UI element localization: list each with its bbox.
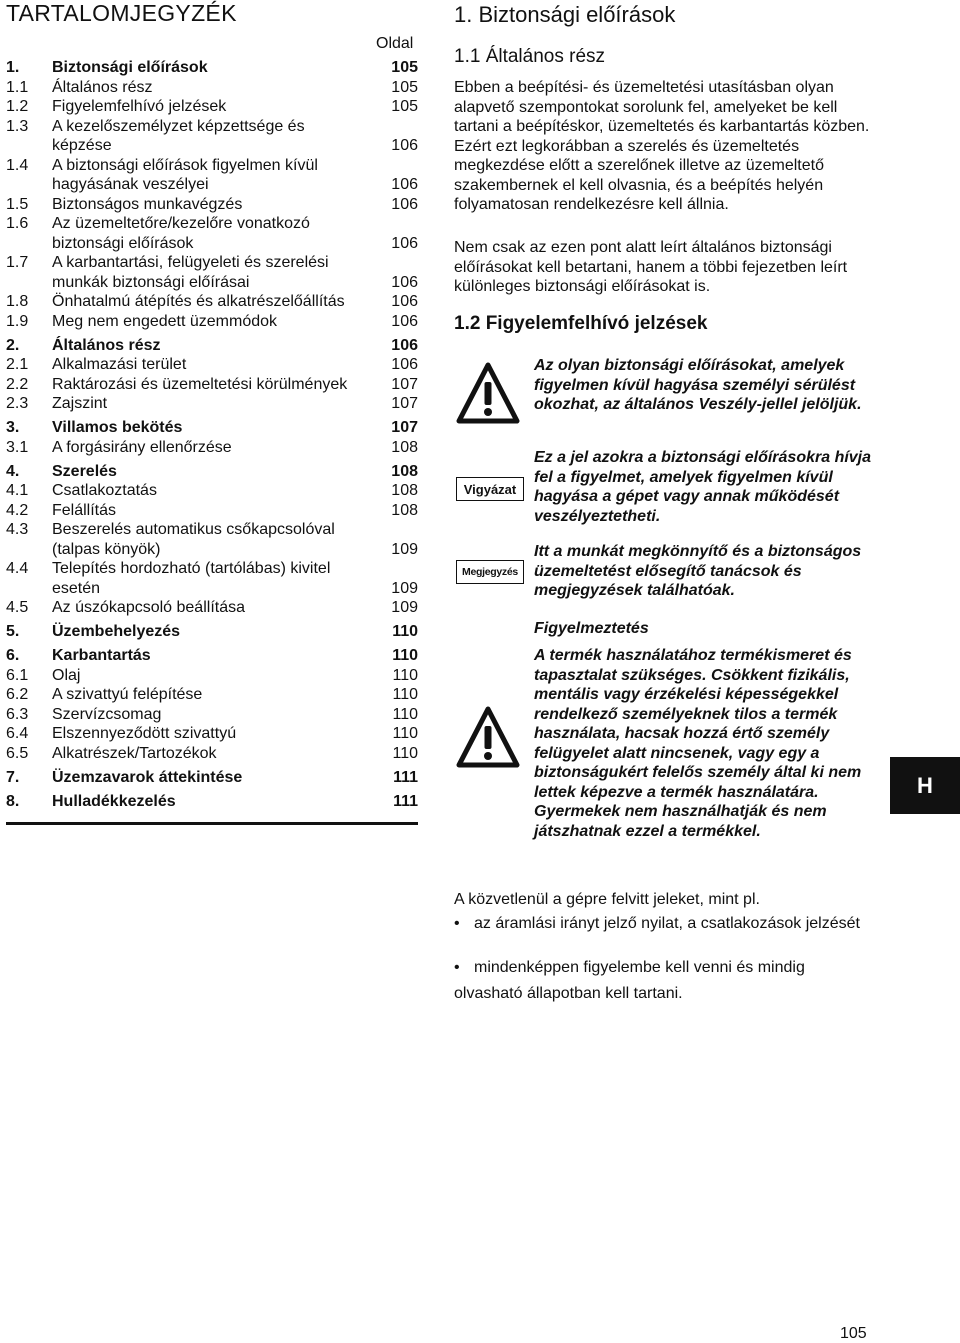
toc-entry [6, 418, 420, 438]
toc-entry-number: 6.2 [6, 686, 29, 703]
toc-entry-number: 1.9 [6, 312, 29, 330]
toc-entry-number: 1.3 [6, 117, 29, 135]
toc-entry-number: 1.8 [6, 293, 29, 310]
toc-entry-number: 2.3 [6, 395, 29, 412]
toc-entry-page: 107 [391, 395, 418, 412]
toc-entry-page: 106 [391, 273, 418, 291]
toc-entry-number: 5. [6, 623, 20, 640]
toc-entry-number: 6.1 [6, 666, 29, 684]
toc-entry-text: Zajszint [52, 395, 108, 412]
toc-entry-number: 1.2 [6, 98, 29, 115]
toc-entry-text: Az úszókapcsoló beállítása [52, 599, 245, 616]
toc-entry [6, 666, 420, 686]
note-label: Megjegyzés [462, 566, 518, 578]
toc-entry-page: 110 [392, 725, 418, 742]
toc-entry-page: 108 [391, 482, 418, 499]
toc-entry-number: 6.5 [6, 744, 29, 762]
toc-entry [6, 724, 420, 744]
toc-entry [6, 646, 420, 666]
toc-entry-page: 109 [391, 599, 418, 616]
warning-heading: Figyelmeztetés [534, 620, 649, 637]
toc-entry [6, 355, 420, 375]
toc-entry-page: 110 [392, 744, 418, 762]
toc-entry-text: Hulladékkezelés [52, 792, 176, 810]
toc-entry-text: esetén [52, 579, 101, 597]
toc-entry [6, 58, 420, 78]
toc-entry-page: 110 [392, 686, 418, 703]
toc-entry [6, 273, 420, 293]
toc-entry-page: 108 [391, 501, 418, 519]
toc-entry-number: 6.3 [6, 705, 29, 723]
toc-entry-page: 106 [391, 234, 418, 252]
toc-entry-text: A szivattyú felépítése [52, 686, 203, 703]
toc-entry-text: Alkalmazási terület [52, 356, 187, 373]
toc-entry [6, 481, 420, 501]
toc-entry-text: A kezelőszemélyzet képzettsége és [52, 117, 305, 135]
toc-entry-text: Telepítés hordozható (tartólábas) kivitel [52, 560, 331, 577]
toc-entry-text: Raktározási és üzemeltetési körülmények [52, 375, 348, 393]
caution-label-box [456, 477, 524, 501]
toc-entry-number: 4.1 [6, 482, 29, 499]
toc-entry [6, 117, 420, 137]
toc-entry-page: 111 [393, 792, 418, 810]
toc-entry-page: 105 [391, 59, 418, 76]
general-warning-icon [456, 706, 520, 768]
toc-entry-text: biztonsági előírások [52, 234, 194, 252]
toc-entry-page: 106 [391, 195, 418, 213]
toc-entry-page: 106 [391, 137, 418, 154]
toc-entry [6, 156, 420, 176]
toc-entry-page: 107 [391, 419, 418, 436]
toc-entry [6, 214, 420, 234]
toc-entry-page: 110 [392, 623, 418, 640]
toc-entry-text: Az üzemeltetőre/kezelőre vonatkozó [52, 215, 310, 232]
toc-entry [6, 394, 420, 414]
bullet-text: mindenképpen figyelembe kell venni és mindig [474, 959, 805, 976]
toc-entry-text: Alkatrészek/Tartozékok [52, 744, 217, 762]
toc-entry [6, 97, 420, 117]
toc-entry-text: Csatlakoztatás [52, 482, 157, 499]
toc-entry [6, 175, 420, 195]
toc-entry [6, 375, 420, 395]
markings-intro: A közvetlenül a gépre felvitt jeleket, mint pl. [454, 891, 760, 908]
caution-label: Vigyázat [463, 481, 517, 497]
toc-entry-page: 111 [393, 768, 418, 786]
toc-entry-text: Beszerelés automatikus csőkapcsolóval [52, 521, 335, 538]
toc-entry-text: Biztonsági előírások [52, 59, 208, 76]
toc-entry-page: 107 [391, 375, 418, 393]
toc-entry-number: 2.1 [6, 356, 29, 373]
toc-entry-number: 3. [6, 419, 20, 436]
toc-entry-number: 4.3 [6, 521, 29, 538]
toc-entry-text: Meg nem engedett üzemmódok [52, 312, 278, 330]
bullet-dot: • [454, 915, 460, 932]
toc-entry-number: 6. [6, 647, 20, 664]
toc-entry-number: 4.4 [6, 560, 29, 577]
toc-entry-page: 105 [391, 98, 418, 115]
toc-entry [6, 312, 420, 332]
language-tab-marker: H [890, 757, 960, 814]
toc-entry [6, 336, 420, 356]
toc-entry-number: 1. [6, 59, 20, 76]
warning-text: A termék használatához termékismeret és tapasztalat szükséges. Csökkent fizikális, mentális vagy érzékelési képességekkel rendelkező személyeknek tilos a termék használata, hacsak hozzá értő személy felügyelet alatt nincsenek, vagy egy a biztonságukért felelős személy által ki nem lettek képezve a termék használatára. Gyermekek nem használhatják és nem játszhatnak ezzel a termékkel. [534, 647, 862, 840]
subsection-heading-general: 1.1 Általános rész [454, 46, 606, 67]
caution-note: Ez a jel azokra a biztonsági előírásokra hívja fel a figyelmet, amelyek figyelmen kívül hagyása a gépet vagy annak működését veszélyeztetheti. [534, 449, 872, 525]
toc-entry-page: 108 [391, 438, 418, 456]
toc-entry [6, 78, 420, 98]
toc-entry-text: Szerelés [52, 462, 117, 480]
section-heading: 1. Biztonsági előírások [454, 2, 676, 27]
toc-entry-text: Önhatalmú átépítés és alkatrészelőállítás [52, 293, 345, 310]
toc-entry-number: 4. [6, 462, 20, 480]
toc-entry-text: Biztonságos munkavégzés [52, 195, 243, 213]
toc-entry [6, 438, 420, 458]
toc-entry-text: A karbantartási, felügyeleti és szerelési [52, 254, 329, 271]
toc-entry-page: 108 [391, 462, 418, 480]
toc-entry-text: Általános rész [52, 78, 153, 96]
toc-entry-text: A forgásirány ellenőrzése [52, 438, 232, 456]
toc-entry-text: Szervízcsomag [52, 705, 162, 723]
toc-entry [6, 195, 420, 215]
toc-entry-text: (talpas könyök) [52, 540, 161, 558]
toc-entry-text: A biztonsági előírások figyelmen kívül [52, 156, 318, 174]
note-label-box [456, 560, 524, 584]
toc-entry [6, 744, 420, 764]
toc-entry-text: Olaj [52, 666, 81, 684]
toc-entry-number: 1.1 [6, 78, 29, 96]
toc-entry-page: 110 [392, 666, 418, 684]
toc-entry-text: Üzemzavarok áttekintése [52, 768, 243, 786]
toc-entry [6, 768, 420, 788]
toc-entry [6, 540, 420, 560]
toc-entry-page: 110 [392, 705, 418, 723]
toc-title: TARTALOMJEGYZÉK [6, 0, 237, 26]
toc-entry-text: munkák biztonsági előírásai [52, 273, 250, 291]
bullet-dot: • [454, 959, 460, 976]
toc-entry [6, 462, 420, 482]
toc-entry [6, 501, 420, 521]
toc-entry-page: 110 [392, 647, 418, 664]
toc-entry-text: Felállítás [52, 501, 117, 519]
toc-entry-number: 1.5 [6, 195, 29, 213]
toc-entry-number: 4.5 [6, 599, 29, 616]
subsection-heading-signals: 1.2 Figyelemfelhívó jelzések [454, 313, 708, 334]
toc-entry-page: 106 [391, 176, 418, 193]
toc-entry-number: 1.7 [6, 254, 29, 271]
toc-entry-number: 4.2 [6, 501, 29, 519]
toc-entry-text: Üzembehelyezés [52, 623, 181, 640]
toc-entry-page: 106 [391, 312, 418, 330]
toc-entry [6, 559, 420, 579]
toc-entry-page: 106 [391, 356, 418, 373]
toc-entry-page: 106 [391, 293, 418, 310]
toc-entry [6, 234, 420, 254]
toc-entry-number: 8. [6, 792, 20, 810]
toc-entry-number: 1.4 [6, 156, 29, 174]
toc-entry-text: Villamos bekötés [52, 419, 183, 436]
toc-entry-number: 3.1 [6, 438, 29, 456]
toc-entry-number: 2. [6, 336, 20, 354]
danger-note: Az olyan biztonsági előírásokat, amelyek figyelmen kívül hagyása személyi sérülést okozhat, az általános Veszély-jellel jelöljük. [534, 357, 862, 413]
toc-entry [6, 136, 420, 156]
toc-entry-number: 1.6 [6, 215, 29, 232]
toc-entry [6, 792, 420, 812]
toc-entry-page: 109 [391, 540, 418, 558]
info-note: Itt a munkát megkönnyítő és a biztonságos üzemeltetést elősegítő tanácsok és megjegyzések találhatóak. [534, 543, 862, 599]
toc-entry [6, 520, 420, 540]
toc-entry-text: Elszennyeződött szivattyú [52, 725, 237, 742]
danger-warning-icon [456, 362, 520, 424]
toc-entry-text: Karbantartás [52, 647, 151, 664]
toc-list [6, 58, 420, 811]
toc-entry [6, 622, 420, 642]
toc-entry-number: 7. [6, 768, 20, 786]
toc-entry-page: 105 [391, 78, 418, 96]
toc-entry-page: 109 [391, 579, 418, 597]
toc-bottom-rule [6, 822, 418, 825]
toc-entry [6, 705, 420, 725]
toc-entry [6, 579, 420, 599]
bullet-text: az áramlási irányt jelző nyilat, a csatlakozások jelzését [474, 915, 860, 932]
page-number: 105 [840, 1325, 867, 1342]
toc-entry [6, 253, 420, 273]
general-paragraph-2: Nem csak az ezen pont alatt leírt általános biztonsági előírásokat kell betartani, hanem a többi fejezetben leírt különleges biztonsági előírásokat is. [454, 239, 848, 295]
toc-page-column-header: Oldal [376, 35, 414, 52]
markings-closing: olvasható állapotban kell tartani. [454, 985, 683, 1002]
toc-entry-number: 6.4 [6, 725, 29, 742]
toc-entry-text: Figyelemfelhívó jelzések [52, 98, 227, 115]
toc-entry-text: Általános rész [52, 336, 161, 354]
toc-entry [6, 598, 420, 618]
toc-entry-text: képzése [52, 137, 112, 154]
toc-entry [6, 685, 420, 705]
toc-entry-page: 106 [391, 336, 418, 354]
general-paragraph-1: Ebben a beépítési- és üzemeltetési utasításban olyan alapvető szempontokat sorolunk fel, amelyeket be kell tartani a beépítéskor, üzemeltetés és karbantartás közben. Ezért ezt legkorábban a szerelés és üzemeltetés megkezdése előtt a szerelőnek illetve az üzemeltető szakembernek el kell olvasnia, és a beépítés helyén folyamatosan rendelkezésre kell állnia. [454, 79, 870, 213]
toc-entry-text: hagyásának veszélyei [52, 176, 209, 193]
toc-entry-number: 2.2 [6, 375, 29, 393]
toc-entry [6, 292, 420, 312]
